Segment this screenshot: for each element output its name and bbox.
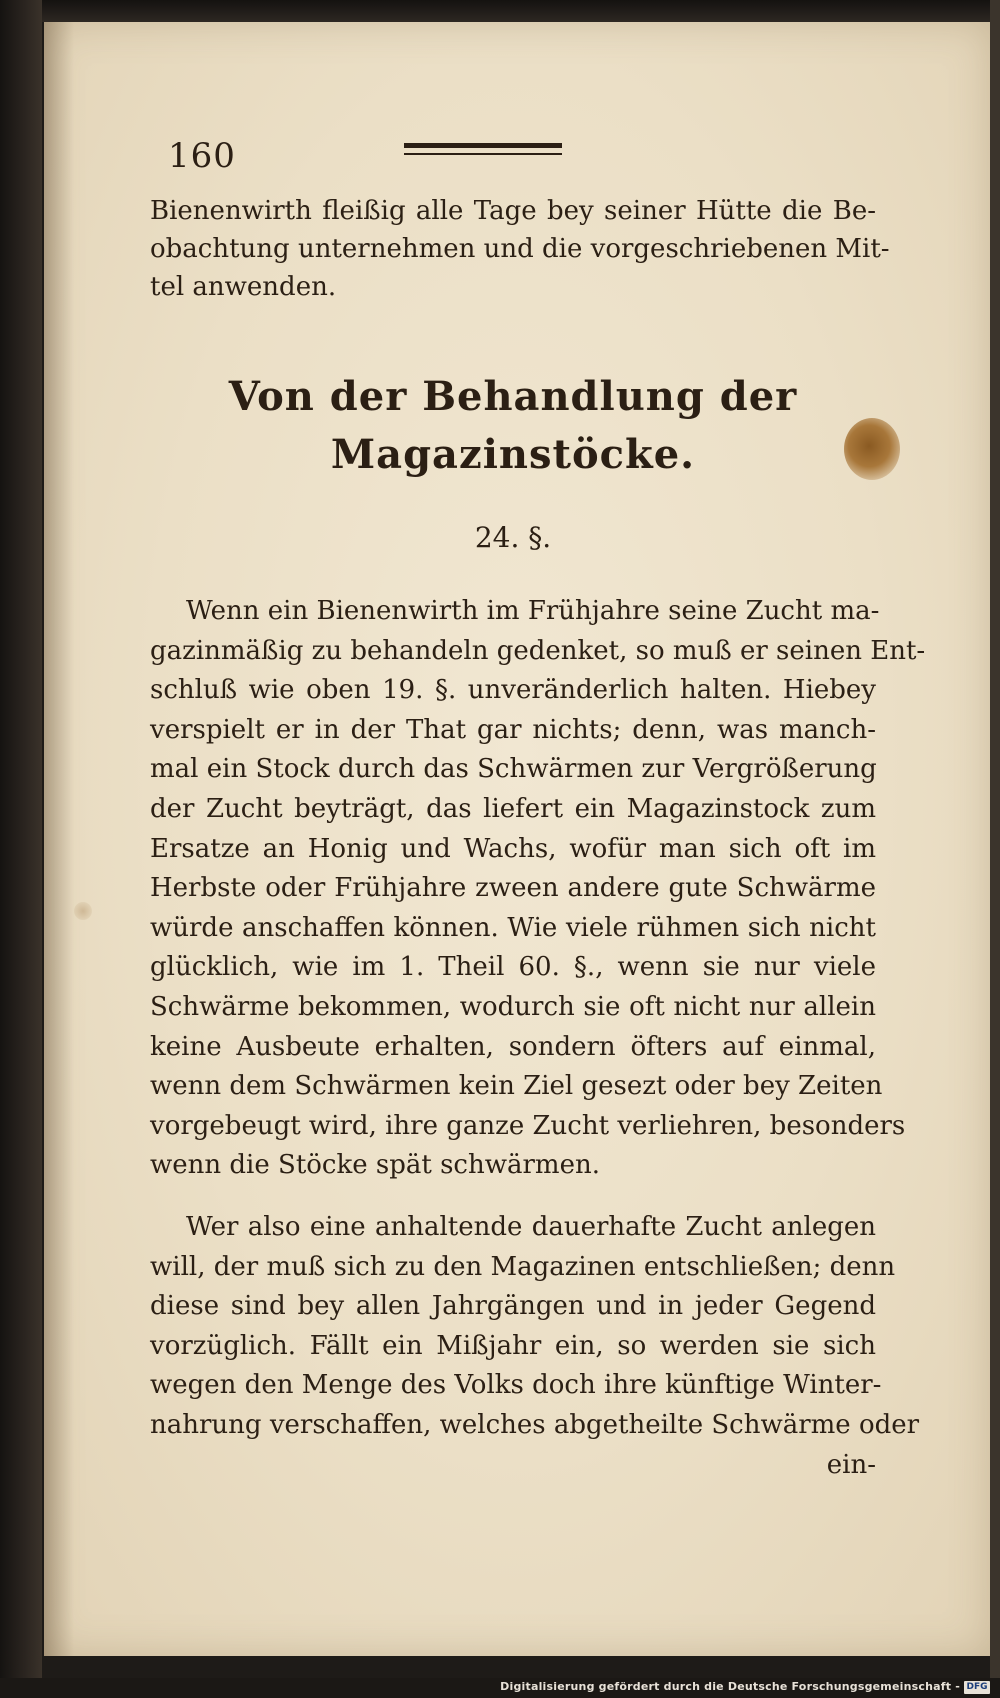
paragraph-1 xyxy=(150,592,926,1186)
catchword: ein- xyxy=(826,1449,876,1480)
chapter-heading-line-1: Von der Behandlung der xyxy=(228,373,798,420)
text-line: würde anschaffen können. Wie viele rühmen sich nicht xyxy=(150,912,876,943)
book-edge-top xyxy=(0,0,1000,22)
text-line: verspielt er in der That gar nichts; denn, was manch- xyxy=(150,714,876,745)
text-line: glücklich, wie im 1. Theil 60. §., wenn sie nur viele xyxy=(150,952,876,983)
text-line: diese sind bey allen Jahrgängen und in jeder Gegend xyxy=(150,1291,876,1322)
text-line: wenn dem Schwärmen kein Ziel gesezt oder bey Zeiten xyxy=(150,1071,883,1102)
page-number: 160 xyxy=(168,136,236,176)
text-line: wenn die Stöcke spät schwärmen. xyxy=(150,1150,600,1181)
text-line: Wenn ein Bienenwirth im Frühjahre seine Zucht ma- xyxy=(186,596,880,626)
continuation-paragraph xyxy=(150,192,890,306)
text-line: tel anwenden. xyxy=(150,272,337,302)
text-line: vorzüglich. Fällt ein Mißjahr ein, so werden sie sich xyxy=(150,1330,876,1361)
text-line: Ersatze an Honig und Wachs, wofür man sich oft im xyxy=(150,833,876,864)
header-rule-thin xyxy=(404,153,562,155)
text-line: will, der muß sich zu den Magazinen entschließen; denn xyxy=(150,1251,896,1282)
text-line: wegen den Menge des Volks doch ihre künftige Winter- xyxy=(150,1370,882,1401)
gutter-shadow xyxy=(44,22,74,1656)
book-spine xyxy=(0,0,42,1698)
dfg-logo: DFG xyxy=(964,1681,990,1694)
text-line: schluß wie oben 19. §. unveränderlich halten. Hiebey xyxy=(150,675,876,706)
text-line: vorgebeugt wird, ihre ganze Zucht verliehren, besonders xyxy=(150,1110,906,1141)
paragraph-2 xyxy=(150,1208,920,1485)
paper-spot xyxy=(74,902,92,920)
header-rule-thick xyxy=(404,143,562,148)
text-line: Wer also eine anhaltende dauerhafte Zucht anlegen xyxy=(186,1212,876,1242)
header-rule xyxy=(404,143,562,157)
text-line: der Zucht beyträgt, das liefert ein Magazinstock zum xyxy=(150,793,876,824)
text-line: Schwärme bekommen, wodurch sie oft nicht nur allein xyxy=(150,991,876,1022)
text-line: nahrung verschaffen, welches abgetheilte Schwärme oder xyxy=(150,1409,920,1440)
digitization-credit: Digitalisierung gefördert durch die Deutsche Forschungsgemeinschaft - xyxy=(500,1680,960,1693)
text-line: obachtung unternehmen und die vorgeschriebenen Mit- xyxy=(150,234,890,264)
chapter-heading-line-2: Magazinstöcke. xyxy=(330,431,696,478)
text-line: mal ein Stock durch das Schwärmen zur Vergrößerung xyxy=(150,754,877,785)
text-line: keine Ausbeute erhalten, sondern öfters auf einmal, xyxy=(150,1031,876,1062)
text-line: Bienenwirth fleißig alle Tage bey seiner Hütte die Be- xyxy=(150,196,876,226)
text-line: gazinmäßig zu behandeln gedenket, so muß er seinen Ent- xyxy=(150,635,926,666)
section-number: 24. §. xyxy=(474,521,552,554)
text-line: Herbste oder Frühjahre zween andere gute Schwärme xyxy=(150,873,876,904)
book-edge-right xyxy=(990,0,1000,1698)
